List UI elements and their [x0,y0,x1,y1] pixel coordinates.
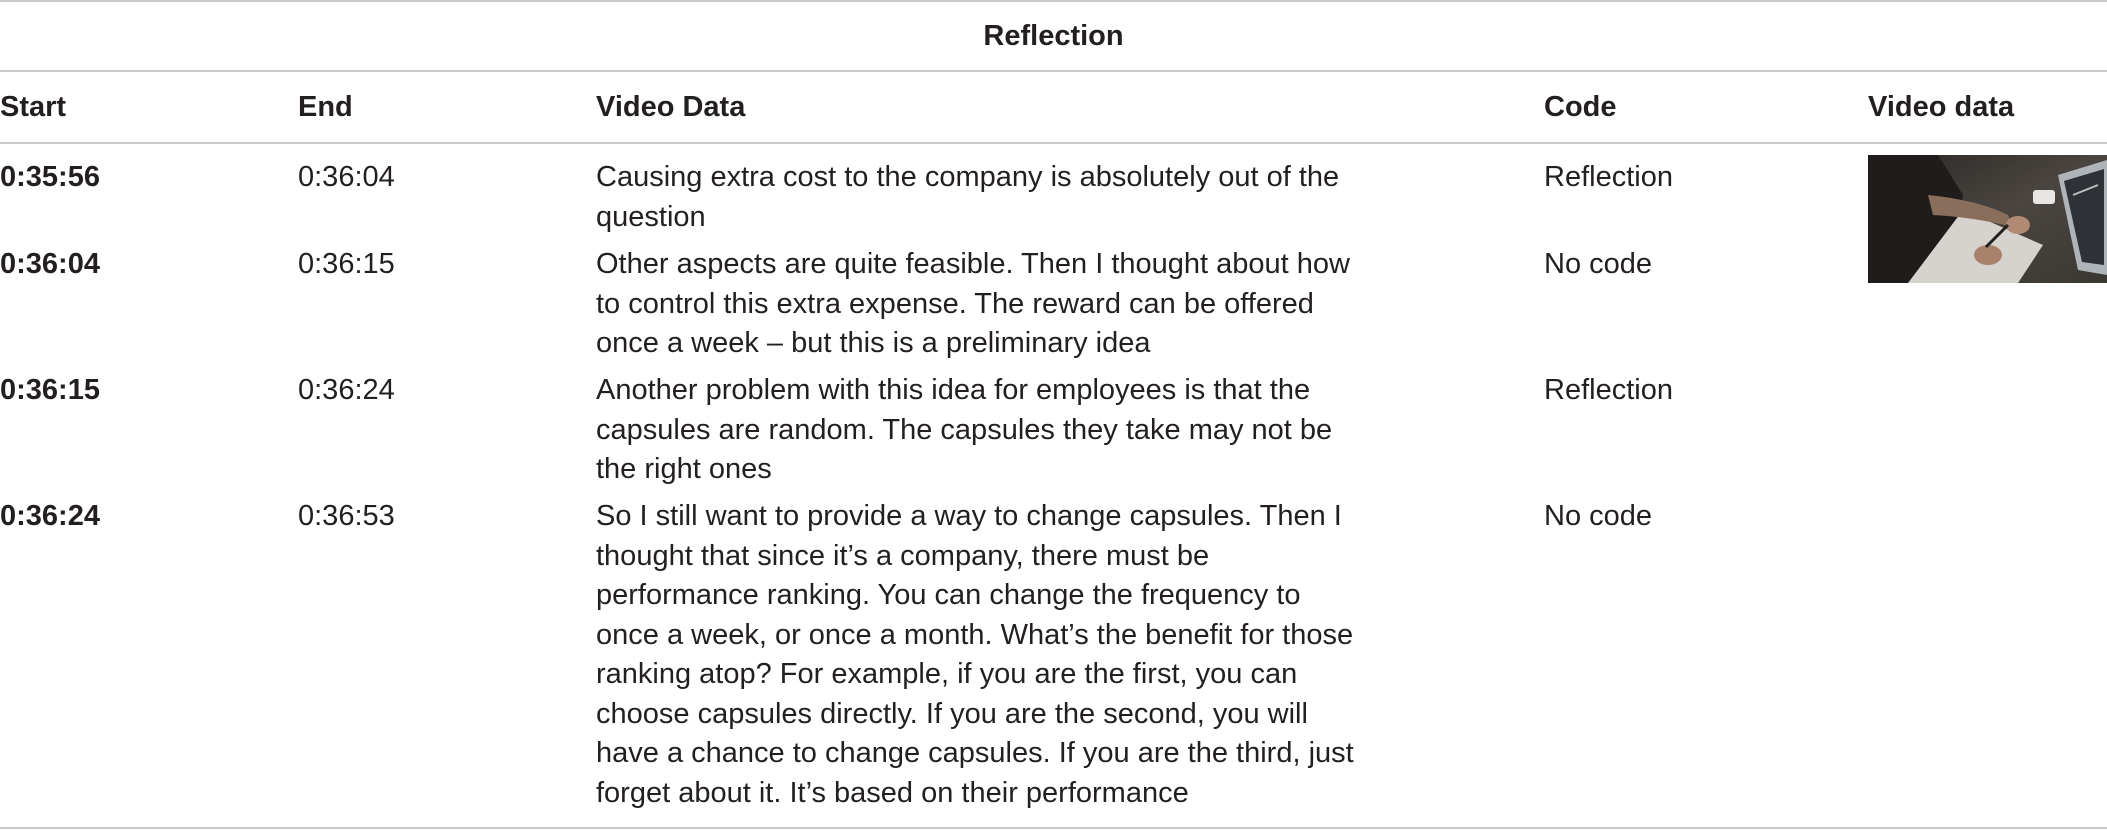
video-still-image [1868,155,2107,283]
row-1-video-text: Causing extra cost to the company is absolutely out of the question [596,161,1340,233]
header-rule [0,142,2107,144]
table-top-rule [0,0,2107,2]
row-3-end: 0:36:24 [298,374,395,406]
row-4-code: No code [1544,500,1653,532]
header-video-data: Video Data [596,91,746,123]
row-1-code: Reflection [1544,161,1673,193]
row-4-start: 0:36:24 [0,500,100,532]
row-3-video-text: Another problem with this idea for employees is that the capsules are random. The capsules they take may not be the right ones [596,374,1333,485]
table-caption: Reflection [983,20,1124,52]
row-3-code: Reflection [1544,374,1673,406]
row-3-start: 0:36:15 [0,374,100,406]
row-2-end: 0:36:15 [298,248,395,280]
header-start: Start [0,91,67,123]
row-4-end: 0:36:53 [298,500,395,532]
caption-rule [0,70,2107,72]
row-2-video-text: Other aspects are quite feasible. Then I thought about how to control this extra expense. The reward can be offered once a week – but this is a preliminary idea [596,248,1350,359]
row-1-end: 0:36:04 [298,161,395,193]
header-code: Code [1544,91,1617,123]
header-video-image: Video data [1868,91,2015,123]
row-4-video-text: So I still want to provide a way to change capsules. Then I thought that since it’s a company, there must be performance ranking. You can change the frequency to once a week, or once a month. What’s the benefit for those ranking atop? For example, if you are the first, you can choose capsules directly. If you are the second, you will have a chance to change capsules. If you are the third, just forget about it. It’s based on their performance [596,500,1354,809]
table-bottom-rule [0,827,2107,829]
row-1-start: 0:35:56 [0,161,100,193]
video-still-illustration [1868,155,2107,283]
header-end: End [298,91,353,123]
row-2-code: No code [1544,248,1653,280]
row-2-start: 0:36:04 [0,248,100,280]
